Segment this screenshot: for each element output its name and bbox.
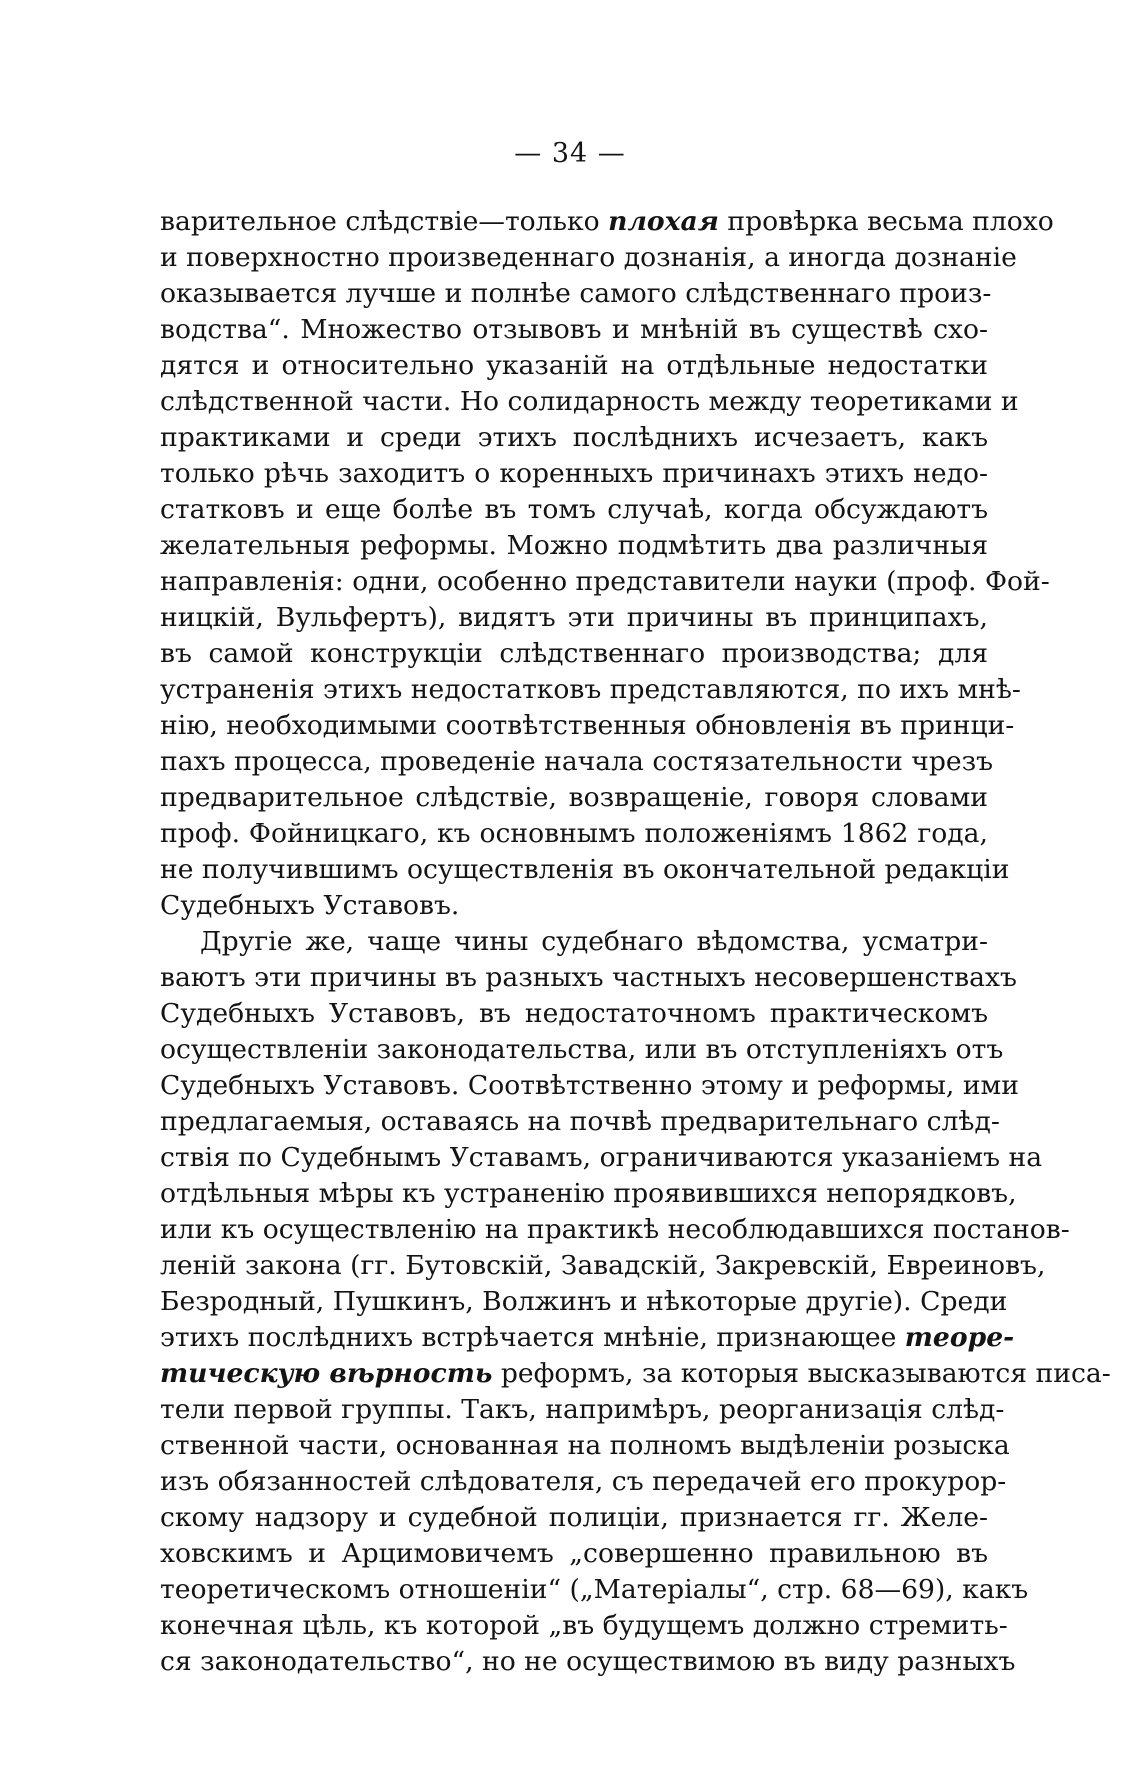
text-line: [160, 312, 988, 348]
text-segment: водства“. Множество отзывовъ и мнѣній въ существѣ схо-: [160, 314, 988, 345]
text-segment: практиками и среди этихъ послѣднихъ исчезаетъ, какъ: [160, 422, 988, 453]
text-segment: тели первой группы. Такъ, напримѣръ, реорганизація слѣд-: [160, 1394, 1005, 1425]
text-line: [160, 1320, 1015, 1356]
text-line: [160, 600, 988, 636]
text-line: [160, 960, 1017, 996]
text-line: [160, 1212, 1070, 1248]
text-line: [160, 528, 988, 564]
text-segment: дятся и относительно указаній на отдѣльные недостатки: [160, 350, 988, 381]
text-line: [160, 564, 1050, 600]
text-segment: предлагаемыя, оставаясь на почвѣ предварительнаго слѣд-: [160, 1106, 1000, 1137]
text-line: [160, 852, 1010, 888]
text-segment: леній закона (гг. Бутовскій, Завадскій, Закревскій, Евреиновъ,: [160, 1250, 1046, 1281]
text-segment: ственной части, основанная на полномъ выдѣленіи розыска: [160, 1430, 1010, 1461]
text-line: [160, 1428, 1010, 1464]
text-segment: Судебныхъ Уставовъ. Соотвѣтственно этому и реформы, ими: [160, 1070, 1019, 1101]
text-line: [160, 456, 988, 492]
text-line: [160, 1032, 1004, 1068]
text-segment: ховскимъ и Арцимовичемъ „совершенно правильною въ: [160, 1538, 988, 1569]
text-line: [160, 1068, 1019, 1104]
text-segment: изъ обязанностей слѣдователя, съ передачей его прокурор-: [160, 1466, 1007, 1497]
text-line: [160, 636, 988, 672]
text-line: [160, 204, 1054, 240]
text-segment: и поверхностно произведеннаго дознанія, а иногда дознаніе: [160, 242, 1017, 273]
text-segment: устраненія этихъ недостатковъ представляются, по ихъ мнѣ-: [160, 674, 1021, 705]
text-line: [160, 1500, 988, 1536]
text-segment: не получившимъ осуществленія въ окончательной редакціи: [160, 854, 1010, 885]
emphasized-text: плохая: [608, 206, 719, 237]
text-segment: отдѣльныя мѣры къ устраненію проявившихся непорядковъ,: [160, 1178, 1017, 1209]
text-segment: ницкій, Вульфертъ), видятъ эти причины въ принципахъ,: [160, 602, 988, 633]
text-segment: осуществленіи законодательства, или въ отступленіяхъ отъ: [160, 1034, 1004, 1065]
text-segment: Безродный, Пушкинъ, Волжинъ и нѣкоторые другіе). Среди: [160, 1286, 1008, 1317]
text-segment: нію, необходимыми соотвѣтственныя обновленія въ принци-: [160, 710, 1015, 741]
text-line: [160, 1140, 1043, 1176]
text-segment: или къ осуществленію на практикѣ несоблюдавшихся постанов-: [160, 1214, 1070, 1245]
text-line: [160, 492, 988, 528]
emphasized-text: тическую вѣрность: [160, 1358, 493, 1389]
text-segment: конечная цѣль, къ которой „въ будущемъ должно стремить-: [160, 1610, 1008, 1641]
text-line: [160, 240, 1017, 276]
text-line: [160, 744, 994, 780]
text-segment: Судебныхъ Уставовъ, въ недостаточномъ практическомъ: [160, 998, 988, 1029]
text-line: [160, 348, 988, 384]
text-segment: теоретическомъ отношеніи“ („Матеріалы“, стр. 68—69), какъ: [160, 1574, 1029, 1605]
text-line: [160, 816, 988, 852]
text-line: [160, 1248, 1046, 1284]
text-segment: Судебныхъ Уставовъ.: [160, 890, 460, 921]
text-segment: направленія: одни, особенно представители науки (проф. Фой-: [160, 566, 1050, 597]
text-line: [160, 780, 988, 816]
text-segment: проф. Фойницкаго, къ основнымъ положеніямъ 1862 года,: [160, 818, 988, 849]
text-segment: статковъ и еще болѣе въ томъ случаѣ, когда обсуждаютъ: [160, 494, 988, 525]
text-segment: желательныя реформы. Можно подмѣтить два различныя: [160, 530, 988, 561]
text-line: [160, 924, 988, 960]
text-line: [160, 384, 1019, 420]
body-text: [160, 204, 1111, 1680]
text-line: [160, 888, 988, 924]
text-line: [160, 672, 1021, 708]
text-segment: слѣдственной части. Но солидарность между теоретиками и: [160, 386, 1019, 417]
text-segment: ваютъ эти причины въ разныхъ частныхъ несовершенствахъ: [160, 962, 1017, 993]
text-line: [160, 276, 992, 312]
text-segment: оказывается лучше и полнѣе самого слѣдственнаго произ-: [160, 278, 992, 309]
text-line: [160, 1572, 1029, 1608]
emphasized-text: теоре-: [904, 1322, 1015, 1353]
text-line: [160, 1536, 988, 1572]
text-segment: Другіе же, чаще чины судебнаго вѣдомства, усматри-: [200, 926, 988, 957]
text-line: [160, 1464, 1007, 1500]
text-segment: только рѣчь заходитъ о коренныхъ причинахъ этихъ недо-: [160, 458, 988, 489]
text-line: [160, 1356, 1111, 1392]
text-segment: этихъ послѣднихъ встрѣчается мнѣніе, признающее: [160, 1322, 905, 1353]
text-segment: скому надзору и судебной полиціи, признается гг. Желе-: [160, 1502, 988, 1533]
text-line: [160, 1284, 1008, 1320]
text-line: [160, 1392, 1005, 1428]
text-line: [160, 708, 1015, 744]
text-line: [160, 1644, 1016, 1680]
text-segment: варительное слѣдствіе—только: [160, 206, 609, 237]
text-segment: ствія по Судебнымъ Уставамъ, ограничиваются указаніемъ на: [160, 1142, 1043, 1173]
text-line: [160, 1608, 1008, 1644]
text-line: [160, 996, 988, 1032]
text-segment: провѣрка весьма плохо: [718, 206, 1054, 237]
text-segment: предварительное слѣдствіе, возвращеніе, говоря словами: [160, 782, 988, 813]
text-segment: въ самой конструкціи слѣдственнаго производства; для: [160, 638, 988, 669]
text-segment: реформъ, за которыя высказываются писа-: [492, 1358, 1111, 1389]
text-segment: ся законодательство“, но не осуществимою въ виду разныхъ: [160, 1646, 1016, 1677]
page-number: — 34 —: [514, 138, 626, 169]
text-segment: пахъ процесса, проведеніе начала состязательности чрезъ: [160, 746, 994, 777]
text-line: [160, 1176, 1017, 1212]
text-line: [160, 420, 988, 456]
text-line: [160, 1104, 1000, 1140]
